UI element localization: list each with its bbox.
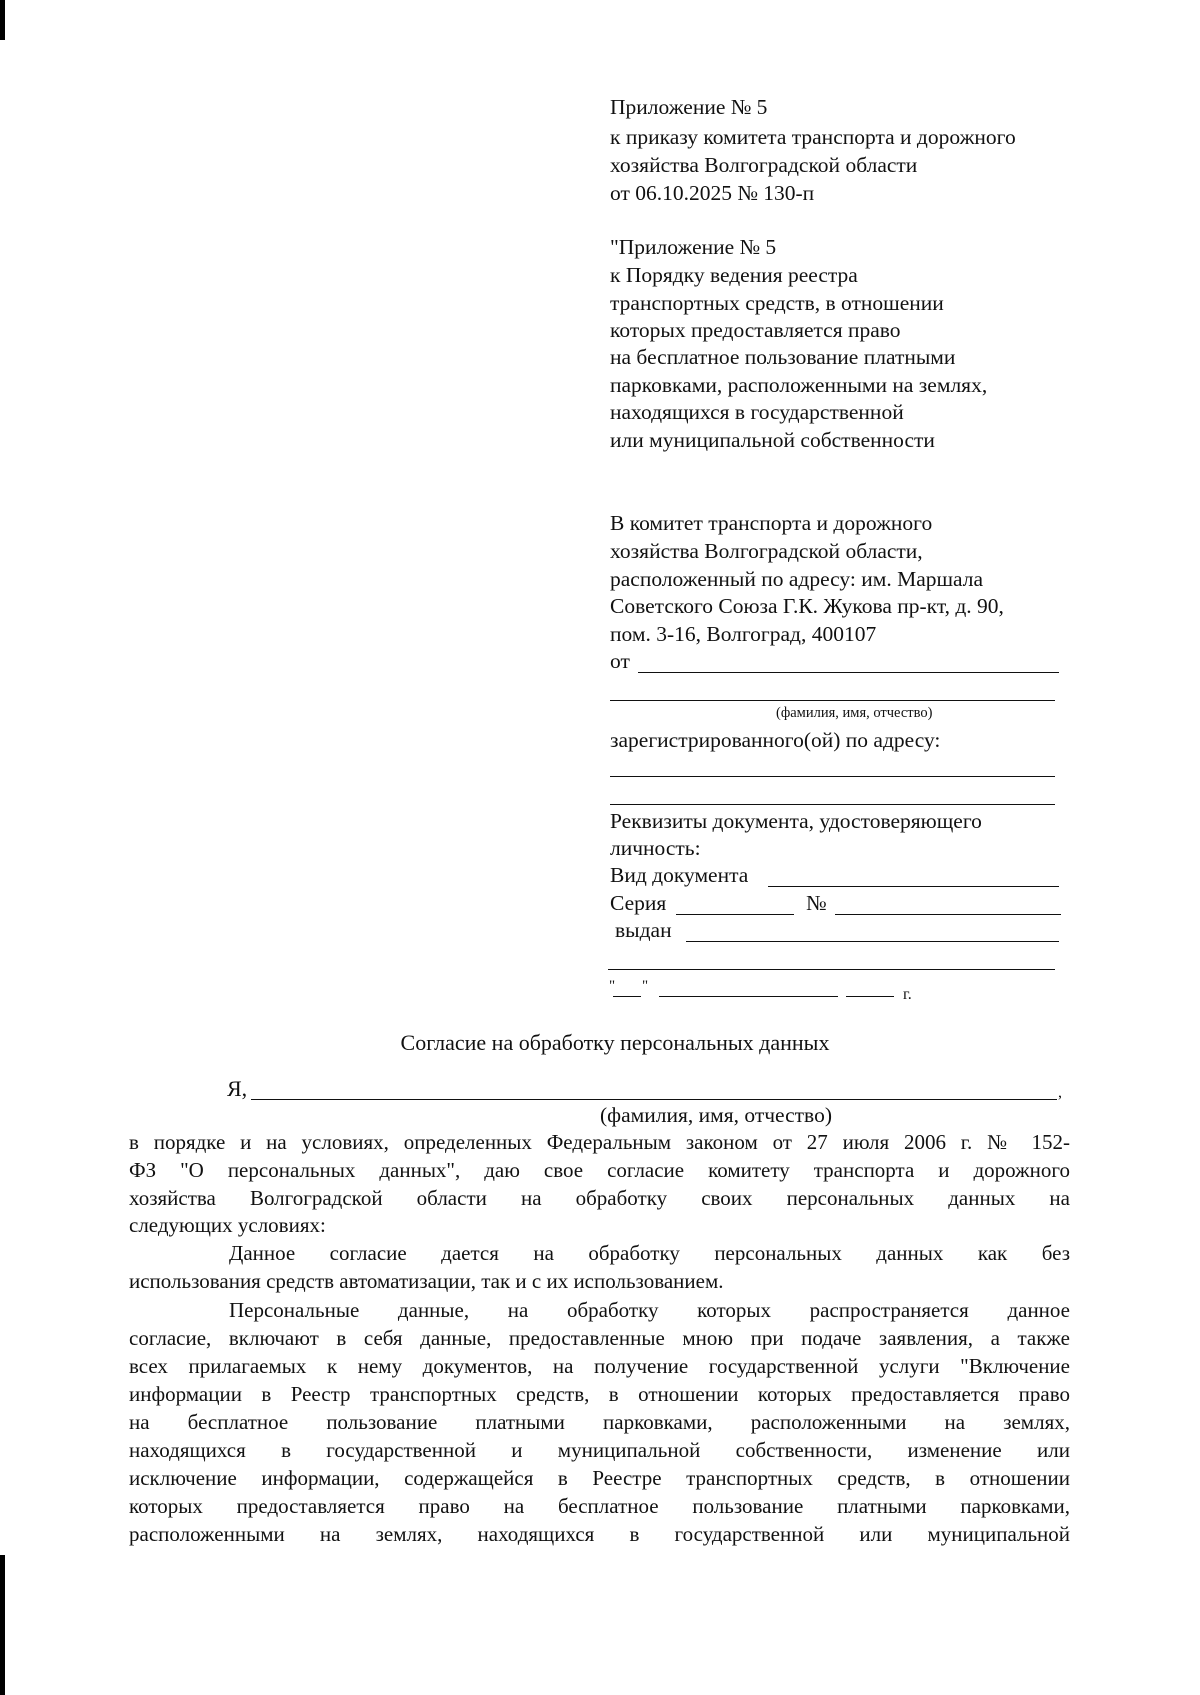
header-appendix-line: на бесплатное пользование платными	[610, 345, 956, 369]
body-line: следующих условиях:	[129, 1213, 326, 1237]
id-doc-label: Реквизиты документа, удостоверяющего	[610, 809, 982, 833]
header-appendix-line: или муниципальной собственности	[610, 428, 935, 452]
date-quote-close: "	[642, 978, 649, 994]
body-line: в порядке и на условиях, определенных Федеральным законом от 27 июля 2006 г. № 152-	[129, 1130, 1070, 1154]
body-line: хозяйства Волгоградской области на обработку своих персональных данных на	[129, 1186, 1070, 1210]
date-quote-open: "	[609, 978, 616, 994]
series-field[interactable]	[676, 914, 794, 915]
scan-edge-top	[0, 0, 5, 40]
header-order-line: Приложение № 5	[610, 95, 768, 119]
registered-label: зарегистрированного(ой) по адресу:	[610, 728, 941, 752]
header-appendix-line: которых предоставляется право	[610, 318, 901, 342]
doc-type-field[interactable]	[768, 886, 1059, 887]
body-line: использования средств автоматизации, так и с их использованием.	[129, 1269, 724, 1293]
series-label: Серия	[610, 891, 667, 915]
year-suffix: г.	[903, 986, 912, 1003]
body-line: согласие, включают в себя данные, предоставленные мною при подаче заявления, а также	[129, 1326, 1070, 1350]
body-line: Персональные данные, на обработку которых распространяется данное	[229, 1298, 1070, 1322]
addressee-line: Советского Союза Г.К. Жукова пр-кт, д. 90,	[610, 594, 1004, 618]
body-line: информации в Реестр транспортных средств, в отношении которых предоставляется право	[129, 1382, 1070, 1406]
body-line: всех прилагаемых к нему документов, на получение государственной услуги "Включение	[129, 1354, 1070, 1378]
header-order-line: от 06.10.2025 № 130-п	[610, 181, 815, 205]
consent-fio-hint: (фамилия, имя, отчество)	[600, 1103, 832, 1127]
consent-fio-field[interactable]	[251, 1099, 1057, 1100]
ya-label: Я,	[227, 1076, 248, 1101]
from-label: от	[610, 649, 630, 673]
header-appendix-line: парковками, расположенными на землях,	[610, 373, 988, 397]
header-appendix-line: к Порядку ведения реестра	[610, 263, 858, 287]
from-name-field[interactable]	[638, 672, 1059, 673]
scan-edge-bottom	[0, 1555, 5, 1695]
comma: ,	[1058, 1084, 1062, 1101]
page-title: Согласие на обработку персональных данных	[400, 1030, 830, 1055]
header-appendix-line: находящихся в государственной	[610, 400, 904, 424]
number-label: №	[806, 891, 827, 915]
addressee-line: хозяйства Волгоградской области,	[610, 539, 923, 563]
body-line: расположенными на землях, находящихся в государственной или муниципальной	[129, 1522, 1070, 1546]
fio-hint: (фамилия, имя, отчество)	[776, 705, 933, 721]
body-line: ФЗ "О персональных данных", даю свое согласие комитету транспорта и дорожного	[129, 1158, 1070, 1182]
header-appendix-line: "Приложение № 5	[610, 235, 777, 259]
issued-field-2[interactable]	[608, 969, 1055, 970]
address-field-2[interactable]	[610, 804, 1055, 805]
header-order-line: к приказу комитета транспорта и дорожного	[610, 125, 1016, 149]
date-year-field[interactable]	[846, 996, 894, 997]
body-line: находящихся в государственной и муниципальной собственности, изменение или	[129, 1438, 1070, 1462]
body-line: исключение информации, содержащейся в Реестре транспортных средств, в отношении	[129, 1466, 1070, 1490]
body-line: на бесплатное пользование платными парковками, расположенными на землях,	[129, 1410, 1070, 1434]
addressee-line: пом. 3-16, Волгоград, 400107	[610, 622, 877, 646]
issued-label: выдан	[615, 918, 672, 942]
id-doc-label-2: личность:	[610, 836, 701, 860]
doc-type-label: Вид документа	[610, 863, 749, 887]
date-month-field[interactable]	[659, 996, 838, 997]
issued-field[interactable]	[686, 941, 1059, 942]
from-name-field-2[interactable]	[610, 700, 1055, 701]
header-appendix-line: транспортных средств, в отношении	[610, 291, 944, 315]
header-order-line: хозяйства Волгоградской области	[610, 153, 918, 177]
addressee-line: В комитет транспорта и дорожного	[610, 511, 933, 535]
date-day-field[interactable]	[613, 996, 641, 997]
number-field[interactable]	[835, 914, 1061, 915]
address-field-1[interactable]	[610, 776, 1055, 777]
body-line: которых предоставляется право на бесплатное пользование платными парковками,	[129, 1494, 1070, 1518]
body-line: Данное согласие дается на обработку персональных данных как без	[229, 1241, 1070, 1265]
addressee-line: расположенный по адресу: им. Маршала	[610, 567, 984, 591]
